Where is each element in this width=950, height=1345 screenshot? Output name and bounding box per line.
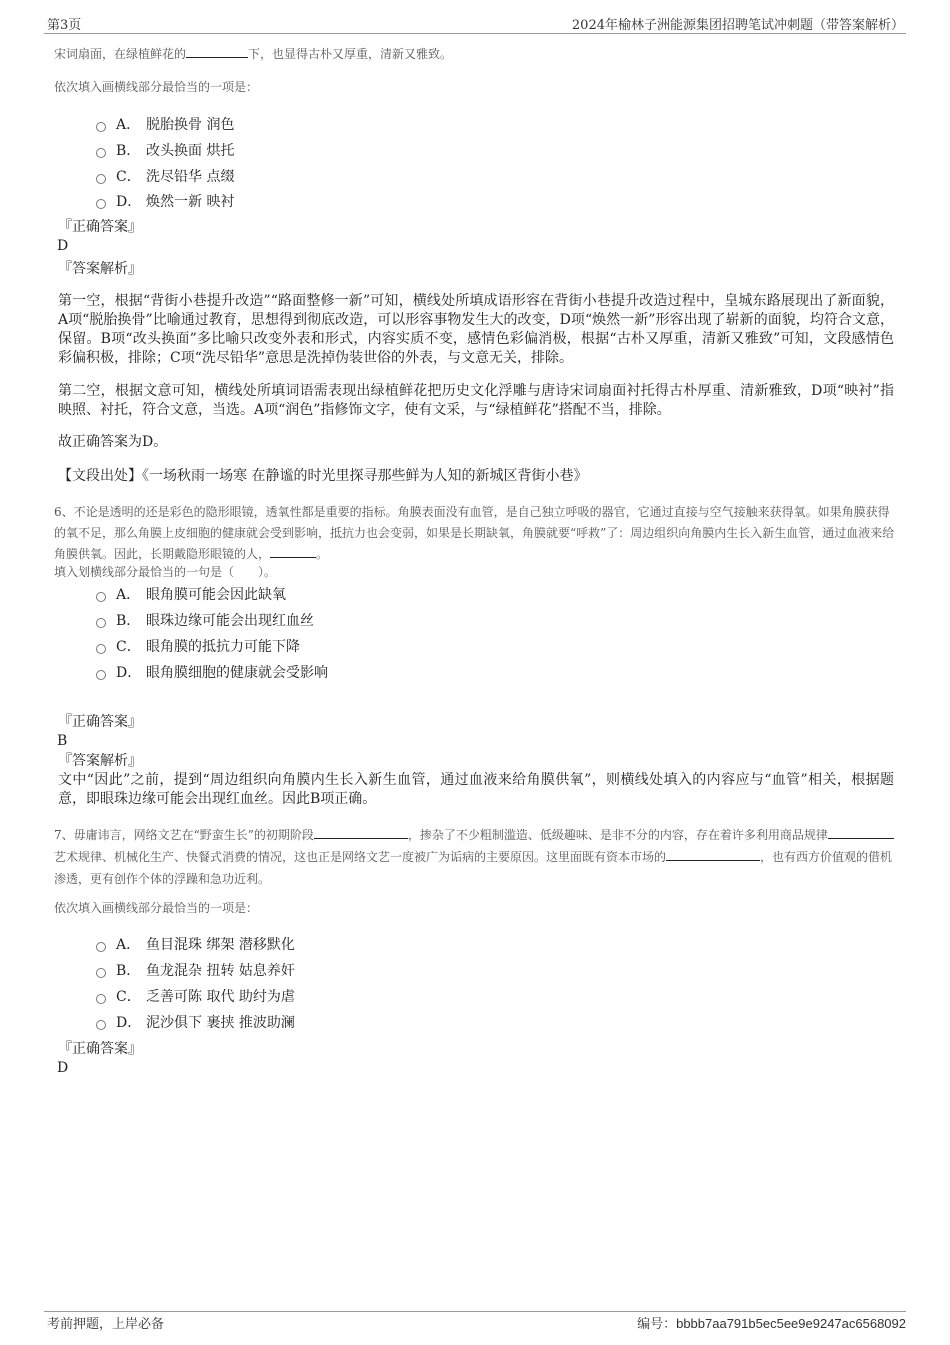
option-letter: B． xyxy=(116,613,141,629)
q7-option-d[interactable] xyxy=(96,1012,295,1032)
q7-answer: D xyxy=(57,1060,69,1076)
option-text: 鱼目混珠 绑架 潜移默化 xyxy=(146,937,295,953)
q5-analysis-paragraph-2: 第二空，根据文意可知，横线处所填词语需表现出绿植鲜花把历史文化浮雕与唐诗宋词扇面衬托得古朴厚重、清新雅致，D项“映衬”指映照、衬托，符合文意，当选。A项“润色”指修饰文字，使有文采，与“绿植鲜花”搭配不当，排除。 xyxy=(58,383,894,418)
footer-serial-number: 编号：bbbb7aa791b5ec5ee9e9247ac6568092 xyxy=(637,1316,906,1331)
q7-stem-part3: 艺术规律、机械化生产、快餐式消费的情况，这也正是网络文艺一度被广为诟病的主要原因。这里面既有资本市场的 xyxy=(54,850,667,864)
q7-answer-label: 『正确答案』 xyxy=(58,1041,142,1057)
q7-blank-2 xyxy=(828,825,894,839)
q5-prompt: 依次填入画横线部分最恰当的一项是： xyxy=(54,80,259,94)
option-text: 泥沙俱下 裹挟 推波助澜 xyxy=(146,1015,295,1031)
option-letter: C． xyxy=(116,989,141,1005)
option-letter: D． xyxy=(116,194,142,210)
radio-icon[interactable] xyxy=(96,670,106,680)
q5-analysis-label: 『答案解析』 xyxy=(58,261,142,277)
q6-option-b[interactable] xyxy=(96,610,314,630)
option-text: 眼珠边缘可能会出现红血丝 xyxy=(146,613,314,629)
option-letter: D． xyxy=(116,665,142,681)
q6-analysis-label: 『答案解析』 xyxy=(58,753,142,769)
option-text: 洗尽铅华 点缀 xyxy=(146,169,235,185)
radio-icon[interactable] xyxy=(96,942,106,952)
radio-icon[interactable] xyxy=(96,592,106,602)
q5-analysis-conclusion: 故正确答案为D。 xyxy=(58,434,168,450)
option-letter: A． xyxy=(116,117,141,133)
q6-answer-label: 『正确答案』 xyxy=(58,714,142,730)
page-number: 第3页 xyxy=(47,18,82,33)
header-divider xyxy=(44,33,906,34)
q7-stem xyxy=(54,824,900,890)
q7-blank-3 xyxy=(666,847,760,861)
q7-prompt: 依次填入画横线部分最恰当的一项是： xyxy=(54,901,259,915)
q7-stem-part4: ，也有西方价值观的借机渗透，更有创作个体的浮躁和急功近利。 xyxy=(54,850,893,886)
q7-option-c[interactable] xyxy=(96,986,295,1006)
q5-stem-part1: 宋词扇面，在绿植鲜花的 xyxy=(54,47,187,61)
footer-divider xyxy=(44,1311,906,1312)
q6-stem-part2: 。 xyxy=(316,547,329,561)
option-letter: B． xyxy=(116,963,141,979)
radio-icon[interactable] xyxy=(96,618,106,628)
option-text: 眼角膜可能会因此缺氧 xyxy=(146,587,286,603)
q5-source: 【文段出处】《一场秋雨一场寒 在静谧的时光里探寻那些鲜为人知的新城区背街小巷》 xyxy=(58,468,588,484)
option-letter: A． xyxy=(116,937,141,953)
option-letter: D． xyxy=(116,1015,142,1031)
q6-option-c[interactable] xyxy=(96,636,300,656)
option-text: 乏善可陈 取代 助纣为虐 xyxy=(146,989,295,1005)
radio-icon[interactable] xyxy=(96,968,106,978)
option-text: 改头换面 烘托 xyxy=(146,143,235,159)
q5-option-d[interactable] xyxy=(96,191,234,211)
option-text: 眼角膜的抵抗力可能下降 xyxy=(146,639,300,655)
footer-slogan: 考前押题，上岸必备 xyxy=(47,1317,165,1332)
q7-stem-part1: 7、毋庸讳言，网络文艺在“野蛮生长”的初期阶段 xyxy=(54,828,314,842)
q7-blank-1 xyxy=(314,825,408,839)
radio-icon[interactable] xyxy=(96,199,106,209)
option-letter: C． xyxy=(116,639,141,655)
q5-option-b[interactable] xyxy=(96,140,234,160)
q5-answer-label: 『正确答案』 xyxy=(58,219,142,235)
option-text: 脱胎换骨 润色 xyxy=(146,117,235,133)
q5-blank xyxy=(186,44,248,58)
radio-icon[interactable] xyxy=(96,644,106,654)
q7-option-b[interactable] xyxy=(96,960,295,980)
q6-option-a[interactable] xyxy=(96,584,286,604)
q5-analysis-paragraph-1: 第一空，根据“背街小巷提升改造”“路面整修一新”可知，横线处所填成语形容在背街小巷提升改造过程中，皇城东路展现出了新面貌，A项“脱胎换骨”比喻通过教育，思想得到彻底改造，可以形容事物发生大的改变，D项“焕然一新”形容出现了崭新的面貌，均符合文意，保留。B项“改头换面”多比喻只改变外表和形式，内容实质不变，感情色彩偏消极，根据“古朴又厚重，清新又雅致”可知，文段感情色彩偏积极，排除；C项“洗尽铅华”意思是洗掉伪装世俗的外表，与文意无关，排除。 xyxy=(58,293,894,366)
q6-prompt: 填入划横线部分最恰当的一句是（ ）。 xyxy=(54,565,277,579)
q5-option-a[interactable] xyxy=(96,114,234,134)
radio-icon[interactable] xyxy=(96,174,106,184)
document-title: 2024年榆林子洲能源集团招聘笔试冲刺题（带答案解析） xyxy=(571,18,904,33)
q7-stem-part2: ，掺杂了不少粗制滥造、低级趣味、是非不分的内容，存在着许多利用商品规律 xyxy=(407,828,828,842)
q5-stem xyxy=(54,44,900,64)
option-text: 焕然一新 映衬 xyxy=(146,194,235,210)
q6-analysis: 文中“因此”之前，提到“周边组织向角膜内生长入新生血管，通过血液来给角膜供氧”，则横线处填入的内容应与“血管”相关，根据题意，即眼珠边缘可能会出现红血丝。因此B项正确。 xyxy=(58,772,894,807)
q5-answer: D xyxy=(57,238,69,254)
q6-answer: B xyxy=(57,733,68,749)
option-letter: B． xyxy=(116,143,141,159)
radio-icon[interactable] xyxy=(96,1020,106,1030)
q6-stem xyxy=(54,502,900,565)
option-letter: A． xyxy=(116,587,141,603)
radio-icon[interactable] xyxy=(96,122,106,132)
radio-icon[interactable] xyxy=(96,148,106,158)
q6-option-d[interactable] xyxy=(96,662,328,682)
option-letter: C． xyxy=(116,169,141,185)
option-text: 眼角膜细胞的健康就会受影响 xyxy=(146,665,328,681)
q6-blank xyxy=(270,544,316,558)
option-text: 鱼龙混杂 扭转 姑息养奸 xyxy=(146,963,295,979)
q5-option-c[interactable] xyxy=(96,166,234,186)
q7-option-a[interactable] xyxy=(96,934,295,954)
radio-icon[interactable] xyxy=(96,994,106,1004)
q5-stem-part2: 下，也显得古朴又厚重，清新又雅致。 xyxy=(248,47,453,61)
q6-stem-part1: 6、不论是透明的还是彩色的隐形眼镜，透氧性都是重要的指标。角膜表面没有血管，是自己独立呼吸的器官，它通过直接与空气接触来获得氧。如果角膜获得的氧不足，那么角膜上皮细胞的健康就会受到影响，抵抗力也会变弱，如果是长期缺氧，角膜就要“呼救”了：周边组织向角膜内生长入新生血管，通过血液来给角膜供氧。因此，长期戴隐形眼镜的人， xyxy=(54,505,895,561)
